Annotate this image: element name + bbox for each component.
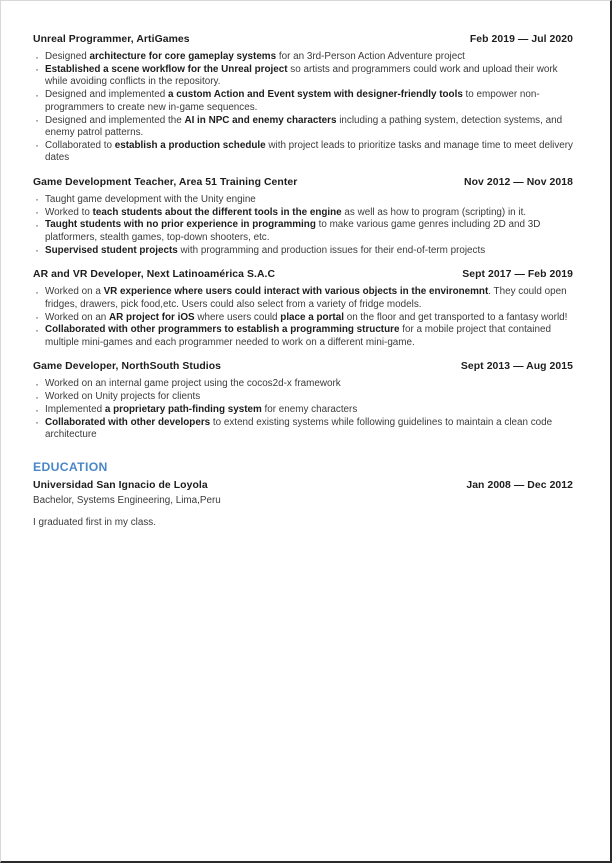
experience-job-title: Game Developer, NorthSouth Studios — [33, 361, 222, 373]
experience-date-range: Sept 2017 — Feb 2019 — [462, 269, 573, 281]
experience-bullet-item — [33, 286, 574, 311]
bullet-text: to extend existing systems while following guidelines to maintain a clean code architecture — [45, 416, 553, 441]
bullet-text: on the floor and get transported to a fantasy world! — [343, 311, 568, 323]
bullet-emphasis-text: a custom Action and Event system with designer-friendly tools — [167, 89, 463, 101]
experience-bullet-item — [33, 378, 574, 390]
bullet-emphasis-text: Supervised student projects — [45, 244, 178, 256]
experience-bullet-item — [33, 64, 574, 89]
experience-date-range: Feb 2019 — Jul 2020 — [469, 34, 573, 45]
bullet-emphasis-text: Collaborated with other programmers to establish a programming structure — [45, 324, 400, 336]
bullet-emphasis-text: Taught students with no prior experience in programming — [45, 219, 316, 231]
experience-bullet-item — [33, 312, 574, 324]
bullet-text: Implemented — [45, 404, 105, 416]
experience-bullet-item — [33, 115, 574, 140]
bullet-text: with project leads to prioritize tasks and manage time to meet delivery dates — [45, 139, 573, 164]
bullet-emphasis-text: AI in NPC and enemy characters — [184, 114, 337, 126]
bullet-emphasis-text: a proprietary path-finding system — [104, 404, 262, 416]
bullet-emphasis-text: place a portal — [280, 311, 344, 323]
experience-bullet-item — [33, 391, 574, 403]
experience-bullet-list — [33, 378, 574, 442]
section-heading-education: EDUCATION — [33, 459, 108, 474]
bullet-emphasis-text: architecture for core gameplay systems — [89, 51, 277, 62]
bullet-text: Worked on a — [45, 286, 104, 298]
education-date-range: Jan 2008 — Dec 2012 — [466, 479, 573, 491]
bullet-emphasis-text: establish a production schedule — [114, 139, 266, 151]
experience-bullet-item — [33, 140, 574, 165]
bullet-text: Designed and implemented — [45, 89, 168, 101]
education-school: Universidad San Ignacio de Loyola — [33, 479, 208, 491]
experience-entry-header — [33, 268, 574, 281]
experience-entry — [33, 33, 574, 165]
experience-bullet-item — [33, 417, 574, 442]
bullet-text: Taught game development with the Unity engine — [45, 193, 256, 205]
education-note: I graduated first in my class. — [33, 516, 156, 528]
experience-bullet-item — [33, 194, 574, 206]
bullet-text: Worked on an internal game project using the cocos2d-x framework — [45, 378, 341, 390]
bullet-emphasis-text: AR project for iOS — [109, 311, 195, 323]
bullet-text: Collaborated to — [45, 139, 115, 151]
bullet-text: to make various game genres including 2D and 3D platformers, stealth games, top-down shooters, etc. — [45, 219, 541, 243]
bullet-text: where users could — [194, 311, 281, 323]
experience-section — [33, 33, 574, 442]
bullet-text: Designed and implemented the — [45, 114, 185, 126]
experience-bullet-item — [33, 219, 574, 244]
experience-job-title: AR and VR Developer, Next Latinoamérica S.A.C — [33, 269, 276, 281]
experience-bullet-item — [33, 89, 574, 114]
bullet-text: for an 3rd-Person Action Adventure project — [276, 51, 465, 62]
experience-entry — [33, 268, 574, 349]
bullet-text: to empower non-programmers to create new in-game sequences. — [45, 89, 540, 113]
bullet-text: . They could open fridges, drawers, pick food,etc. Users could also select from a variety of fridge models. — [45, 286, 567, 310]
experience-entry-header — [33, 176, 574, 189]
experience-bullet-item — [33, 324, 574, 349]
bullet-text: as well as how to program (scripting) in it. — [341, 206, 527, 218]
bullet-text: Worked on Unity projects for clients — [45, 391, 201, 403]
experience-bullet-list — [33, 286, 574, 349]
bullet-text: for enemy characters — [261, 404, 358, 416]
experience-bullet-item — [33, 245, 574, 257]
bullet-text: for a mobile project that contained multiple mini-games and each programmer needed to work on a different mini-game. — [45, 324, 551, 348]
resume-content — [33, 33, 574, 529]
bullet-emphasis-text: VR experience where users could interact with various objects in the environemnt — [103, 286, 489, 298]
bullet-text: including a pathing system, detection systems, and enemy patrol patterns. — [45, 114, 563, 138]
experience-entry-header — [33, 360, 574, 373]
experience-bullet-list — [33, 194, 574, 258]
experience-bullet-item — [33, 404, 574, 416]
education-degree: Bachelor, Systems Engineering, Lima,Peru — [33, 494, 221, 506]
bullet-emphasis-text: Established a scene workflow for the Unreal project — [45, 63, 288, 75]
experience-entry — [33, 360, 574, 442]
bullet-text: Designed — [45, 51, 90, 62]
experience-date-range: Nov 2012 — Nov 2018 — [464, 176, 573, 188]
bullet-emphasis-text: Collaborated with other developers — [45, 416, 211, 428]
experience-entry-header — [33, 33, 574, 46]
experience-date-range: Sept 2013 — Aug 2015 — [460, 361, 573, 373]
experience-job-title: Unreal Programmer, ArtiGames — [33, 34, 190, 45]
experience-entry — [33, 176, 574, 258]
bullet-emphasis-text: teach students about the different tools in the engine — [92, 206, 342, 218]
experience-bullet-list — [33, 51, 574, 165]
bullet-text: Worked to — [45, 206, 93, 218]
education-entry-header — [33, 479, 574, 492]
bullet-text: with programming and production issues for their end-of-term projects — [177, 244, 486, 256]
experience-job-title: Game Development Teacher, Area 51 Training Center — [33, 176, 298, 188]
experience-bullet-item — [33, 207, 574, 219]
education-entry — [33, 479, 574, 529]
experience-bullet-item — [33, 51, 574, 63]
bullet-text: Worked on an — [45, 311, 110, 323]
bullet-text: so artists and programmers could work and upload their work while avoiding conflicts in the repository. — [45, 63, 558, 88]
